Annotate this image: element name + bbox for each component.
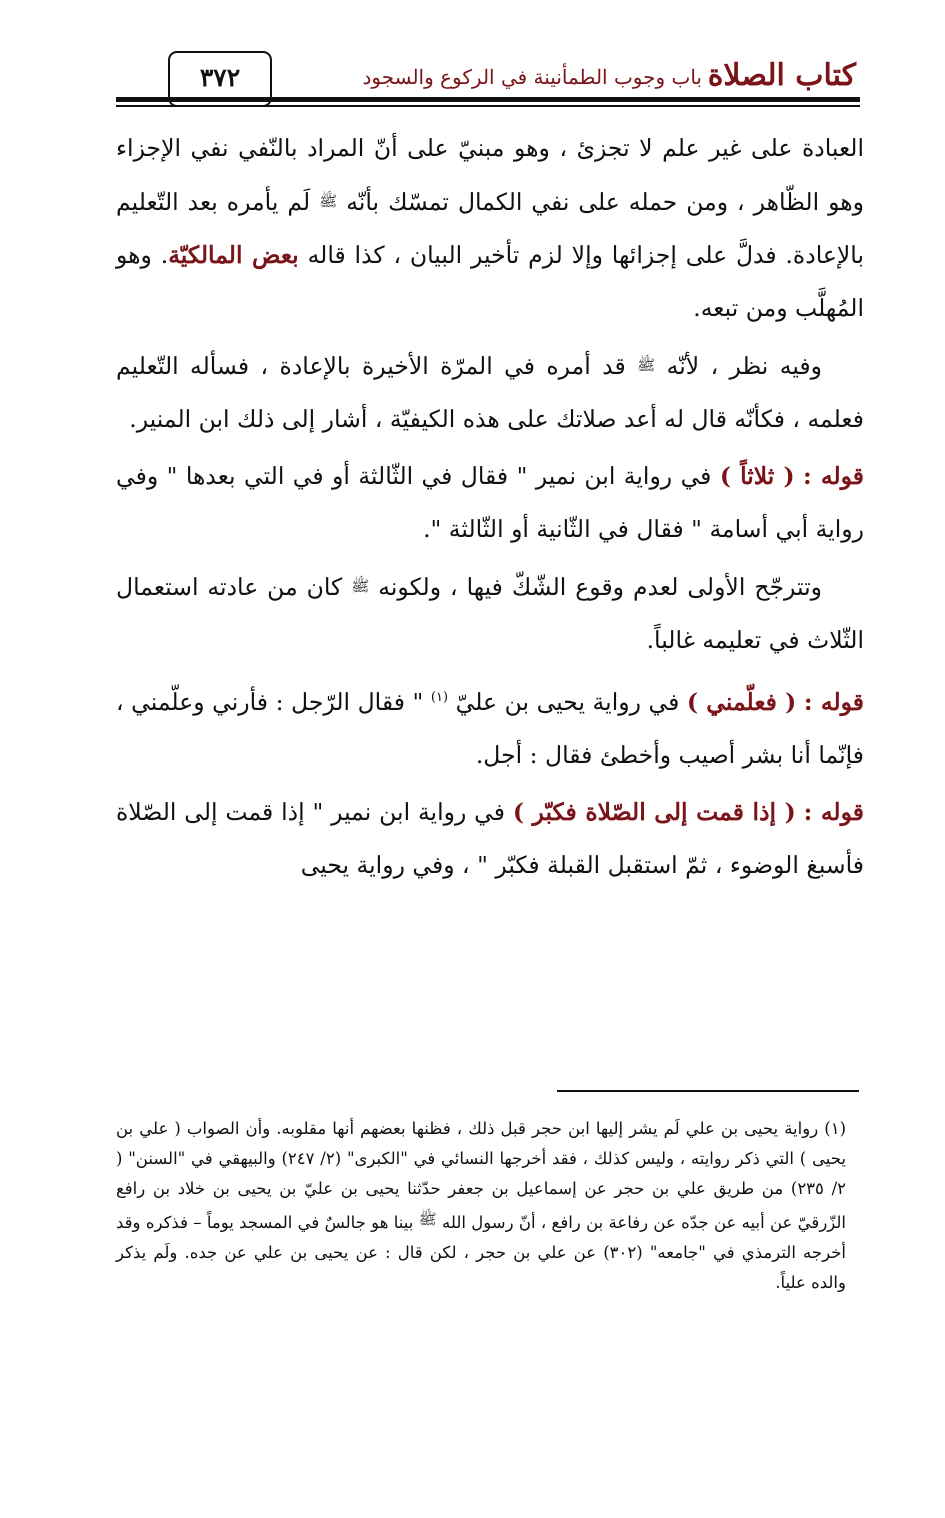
header-rule-thin <box>116 105 860 107</box>
book-title: كتاب الصلاة <box>707 58 856 93</box>
salla-glyph: ﷺ <box>418 1210 437 1228</box>
quoted-phrase: ( إذا قمت إلى الصّلاة فكبّر ) <box>512 797 796 826</box>
header-rule <box>116 97 860 102</box>
page-number: ٣٧٢ <box>168 51 272 107</box>
qawluh-label: قوله : <box>803 797 864 826</box>
footnote-separator <box>557 1090 859 1092</box>
quoted-phrase: ( فعلّمني ) <box>686 687 797 716</box>
qawluh-label: قوله : <box>803 687 864 716</box>
qawluh-label: قوله : <box>803 462 864 490</box>
paragraph: العبادة على غير علم لا تجزئ ، وهو مبنيّ على أنّ المراد بالنّفي نفي الإجزاء وهو الظّاهر ، ومن حمله على نفي الكمال تمسّك بأنّه ﷺ لَم يأمره بعد التّعليم بالإعادة. فدلَّ على إجزائها وإلا لزم تأخير البيان ، كذا قاله بعض المالكيّة. وهو المُهلَّب ومن تبعه. <box>116 134 864 322</box>
paragraph: قوله : ( ثلاثاً ) في رواية ابن نمير " فقال في الثّالثة أو في التي بعدها " وفي رواية أبي أسامة " فقال في الثّانية أو الثّالثة ". <box>116 462 864 543</box>
paragraph: قوله : ( إذا قمت إلى الصّلاة فكبّر ) في رواية ابن نمير " إذا قمت إلى الصّلاة فأسبغ الوضوء ، ثمّ استقبل القبلة فكبّر " ، وفي رواية يحيى <box>116 797 864 879</box>
paragraph: وتترجّح الأولى لعدم وقوع الشّكّ فيها ، ولكونه ﷺ كان من عادته استعمال الثّلاث في تعليمه غالباً. <box>116 573 864 654</box>
footnote <box>116 1114 846 1298</box>
footnote-text: (١) رواية يحيى بن علي لَم يشر إليها ابن حجر قبل ذلك ، فظنها بعضهم أنها مقلوبه. وأن الصواب ( علي بن يحيى ) التي ذكر روايته ، وليس كذلك ، فقد أخرجها النسائي في "الكبرى" (٢/ ٢٤٧) والبيهقي في "السنن" ( ٢/ ٢٣٥) من طريق علي بن حجر عن إسماعيل بن جعفر حدّثنا يحيى بن عليّ بن يحيى بن خلاد بن رافع الزّرقيّ عن أبيه عن جدّه عن رفاعة بن رافع ، أنّ رسول الله ﷺ بينا هو جالسٌ في المسجد يوماً – فذكره وقد أخرجه الترمذي في "جامعه" (٣٠٢) عن علي بن حجر ، لكن قال : عن يحيى بن علي عن جده. ولَم يذكر والده علياً. <box>116 1119 847 1292</box>
footnote-ref: (١) <box>430 690 449 705</box>
salla-glyph: ﷺ <box>319 192 338 210</box>
chapter-title: باب وجوب الطمأنينة في الركوع والسجود <box>362 65 702 89</box>
paragraph: قوله : ( فعلّمني ) في رواية يحيى بن عليّ $^{(١)}$ " فقال الرّجل : فأرني وعلّمني ، فإنّما أنا بشر أصيب وأخطئ فقال : أجل. <box>116 687 864 769</box>
salla-glyph: ﷺ <box>637 356 656 374</box>
quoted-phrase: ( ثلاثاً ) <box>719 462 795 490</box>
salla-glyph: ﷺ <box>351 577 370 595</box>
paragraph: وفيه نظر ، لأنّه ﷺ قد أمره في المرّة الأخيرة بالإعادة ، فسأله التّعليم فعلمه ، فكأنّه قال له أعد صلاتك على هذه الكيفيّة ، أشار إلى ذلك ابن المنير. <box>116 352 864 433</box>
page-header <box>116 50 860 106</box>
highlight-term: بعض المالكيّة <box>168 241 299 269</box>
main-text <box>116 122 864 896</box>
